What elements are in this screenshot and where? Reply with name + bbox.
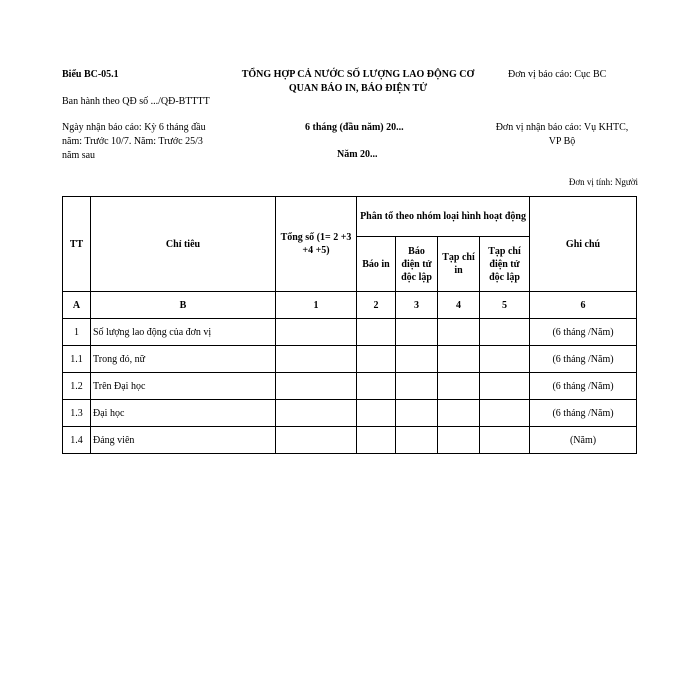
row-total-cell[interactable] <box>276 346 357 373</box>
report-title <box>226 68 490 96</box>
row-indicator: Đại học <box>91 400 276 427</box>
index-cell: 4 <box>438 292 480 319</box>
index-cell: A <box>63 292 91 319</box>
row-note: (6 tháng /Năm) <box>530 400 637 427</box>
receiving-unit-line2: VP Bộ <box>548 136 576 147</box>
period-half-year: 6 tháng (đầu năm) 20... <box>305 122 404 133</box>
row-tt: 1.3 <box>63 400 91 427</box>
col-header-print-magazine: Tạp chí in <box>438 237 480 292</box>
row-print-press-cell[interactable] <box>357 400 396 427</box>
row-total-cell[interactable] <box>276 373 357 400</box>
row-tt: 1 <box>63 319 91 346</box>
row-e-press-cell[interactable] <box>396 400 438 427</box>
index-row <box>63 292 637 319</box>
row-note: (Năm) <box>530 427 637 454</box>
row-print-magazine-cell[interactable] <box>438 319 480 346</box>
table-row <box>63 346 637 373</box>
issued-by: Ban hành theo QĐ số .../QĐ-BTTTT <box>62 96 210 107</box>
header-row-1 <box>63 197 637 237</box>
row-e-press-cell[interactable] <box>396 427 438 454</box>
report-title-line2: QUAN BÁO IN, BÁO ĐIỆN TỬ <box>288 83 428 94</box>
col-header-independent-e-press: Báo điện tử độc lập <box>396 237 438 292</box>
receive-date-line2: năm: Trước 10/7. Năm: Trước 25/3 <box>62 136 203 147</box>
index-cell: 1 <box>276 292 357 319</box>
row-print-magazine-cell[interactable] <box>438 373 480 400</box>
row-print-press-cell[interactable] <box>357 346 396 373</box>
table-row <box>63 400 637 427</box>
row-indicator: Trên Đại học <box>91 373 276 400</box>
row-total-cell[interactable] <box>276 319 357 346</box>
row-e-magazine-cell[interactable] <box>480 373 530 400</box>
row-e-magazine-cell[interactable] <box>480 427 530 454</box>
row-print-press-cell[interactable] <box>357 319 396 346</box>
row-print-magazine-cell[interactable] <box>438 427 480 454</box>
row-total-cell[interactable] <box>276 400 357 427</box>
row-e-magazine-cell[interactable] <box>480 400 530 427</box>
row-print-press-cell[interactable] <box>357 427 396 454</box>
col-header-notes: Ghi chú <box>530 197 637 292</box>
row-e-magazine-cell[interactable] <box>480 319 530 346</box>
index-cell: 5 <box>480 292 530 319</box>
row-indicator: Đảng viên <box>91 427 276 454</box>
report-title-line1: TỔNG HỢP CẢ NƯỚC SỐ LƯỢNG LAO ĐỘNG CƠ <box>241 69 475 80</box>
row-e-press-cell[interactable] <box>396 373 438 400</box>
index-cell: 3 <box>396 292 438 319</box>
row-tt: 1.2 <box>63 373 91 400</box>
row-print-magazine-cell[interactable] <box>438 346 480 373</box>
row-indicator: Trong đó, nữ <box>91 346 276 373</box>
form-code: Biểu BC-05.1 <box>62 69 119 80</box>
row-e-magazine-cell[interactable] <box>480 346 530 373</box>
receiving-unit-line1: Đơn vị nhận báo cáo: Vụ KHTC, <box>495 122 629 133</box>
row-note: (6 tháng /Năm) <box>530 373 637 400</box>
table-row <box>63 319 637 346</box>
col-header-indicator: Chỉ tiêu <box>91 197 276 292</box>
row-tt: 1.4 <box>63 427 91 454</box>
receive-date-line1: Ngày nhận báo cáo: Kỳ 6 tháng đầu <box>62 122 206 133</box>
row-print-press-cell[interactable] <box>357 373 396 400</box>
row-tt: 1.1 <box>63 346 91 373</box>
row-e-press-cell[interactable] <box>396 346 438 373</box>
col-header-print-press: Báo in <box>357 237 396 292</box>
col-header-total: Tổng số (1= 2 +3 +4 +5) <box>276 197 357 292</box>
receive-date-line3: năm sau <box>62 150 96 161</box>
period-year: Năm 20... <box>337 149 378 160</box>
row-e-press-cell[interactable] <box>396 319 438 346</box>
row-note: (6 tháng /Năm) <box>530 346 637 373</box>
row-indicator: Số lượng lao động của đơn vị <box>91 319 276 346</box>
index-cell: B <box>91 292 276 319</box>
index-cell: 6 <box>530 292 637 319</box>
row-note: (6 tháng /Năm) <box>530 319 637 346</box>
reporting-unit: Đơn vị báo cáo: Cục BC <box>508 69 607 80</box>
report-table <box>62 196 637 454</box>
index-cell: 2 <box>357 292 396 319</box>
col-header-independent-e-magazine: Tạp chí điện tử độc lập <box>480 237 530 292</box>
receiving-unit <box>482 121 642 149</box>
row-print-magazine-cell[interactable] <box>438 400 480 427</box>
col-header-tt: TT <box>63 197 91 292</box>
receive-date <box>62 121 242 163</box>
row-total-cell[interactable] <box>276 427 357 454</box>
col-header-breakdown: Phân tổ theo nhóm loại hình hoạt động <box>357 197 530 237</box>
unit-of-measure: Đơn vị tính: Người <box>568 177 638 187</box>
table-row <box>63 373 637 400</box>
table-row <box>63 427 637 454</box>
